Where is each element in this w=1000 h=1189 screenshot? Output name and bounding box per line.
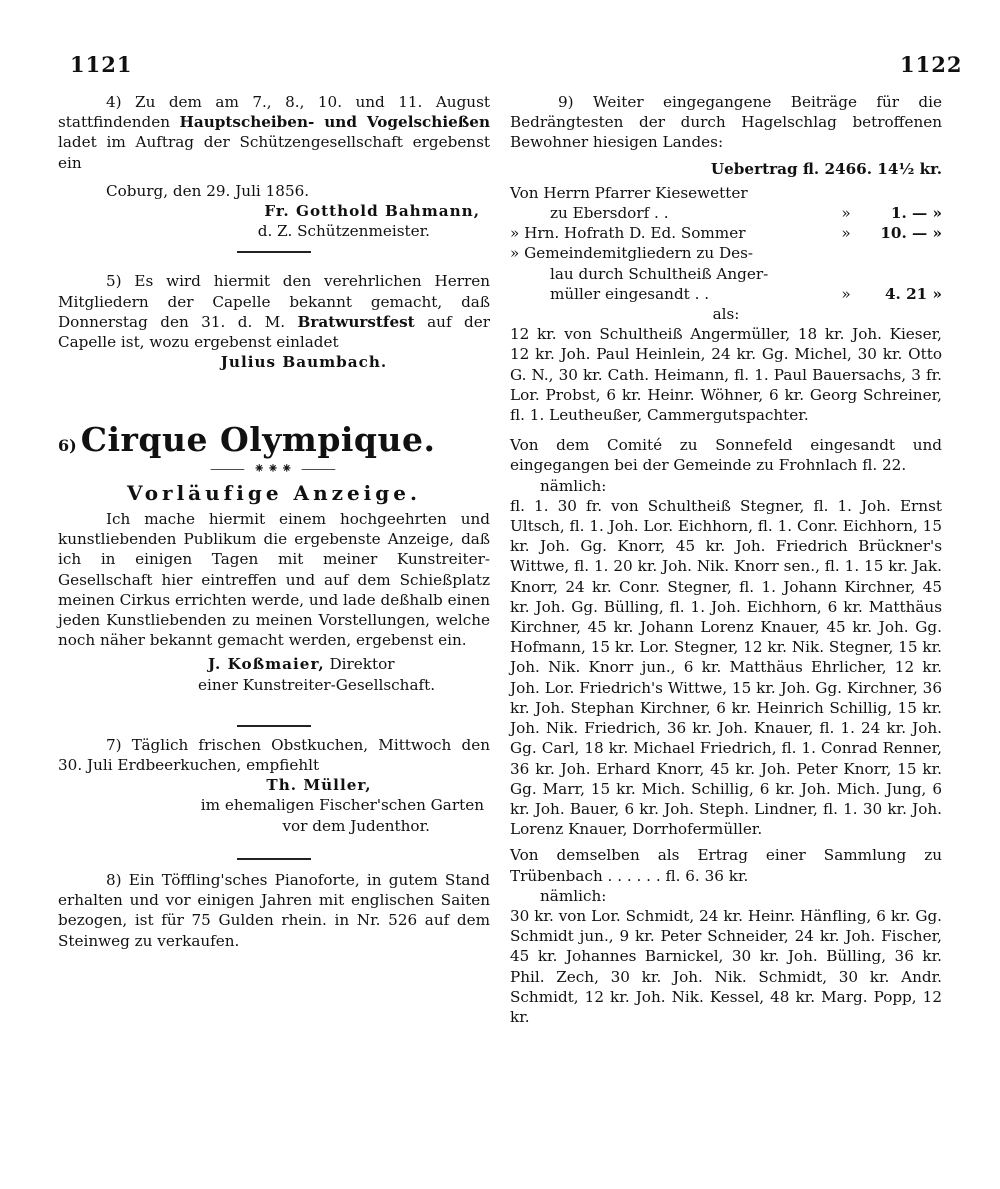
ornament-divider: ⸻ ⁕⁕⁕ ⸻: [210, 460, 338, 477]
donation-entry: müller eingesandt . . » 4. 21 »: [550, 284, 942, 303]
notice-7-location1: im ehemaligen Fischer'schen Garten: [200, 796, 484, 815]
notice-4-signer-title: d. Z. Schützenmeister.: [257, 222, 430, 241]
right-column: [510, 92, 942, 1027]
donation-entry: zu Ebersdorf . . » 1. — »: [550, 204, 942, 223]
donation-entry: Von Herrn Pfarrer Kiesewetter: [510, 183, 748, 202]
notice-4-signer: Fr. Gotthold Bahmann,: [264, 202, 480, 221]
notice-4-emphasis: Hauptscheiben- und Vogelschießen: [179, 113, 490, 132]
page-number-right: 1122: [900, 52, 963, 77]
divider: [237, 858, 311, 860]
notice-6-signer-title: Direktor: [329, 655, 395, 674]
left-column: [58, 92, 490, 951]
sonnefeld-intro: Von dem Comité zu Sonnefeld eingesandt und eingegangen bei der Gemeinde zu Frohnlach fl. 22.: [510, 436, 942, 475]
truebenbach-donor-list: 30 kr. von Lor. Schmidt, 24 kr. Heinr. Hänfling, 6 kr. Gg. Schmidt jun., 9 kr. Peter Schneider, 24 kr. Joh. Fischer, 45 kr. Johannes Barnickel, 30 kr. Joh. Bülling, 36 kr. Phil. Zech, 30 kr. Joh. Nik. Schmidt, 30 kr. Andr. Schmidt, 12 kr. Joh. Nik. Kessel, 48 kr. Marg. Popp, 12 kr.: [510, 906, 942, 1026]
carry-over-total: Uebertrag fl. 2466. 14½ kr.: [710, 159, 942, 178]
notice-9-intro: 9) Weiter eingegangene Beiträge für die Bedrängtesten der durch Hagelschlag betroffenen Bewohner hiesigen Landes:: [510, 93, 942, 152]
deslau-donor-list: 12 kr. von Schultheiß Angermüller, 18 kr. Joh. Kieser, 12 kr. Joh. Paul Heinlein, 24 kr. Gg. Michel, 30 kr. Otto G. N., 30 kr. Cath. Heimann, fl. 1. Paul Bauersachs, 3 fr. Lor. Probst, 6 kr. Heinr. Wöhner, 6 kr. Georg Schreiner, fl. 1. Leutheußer, Cammergutspachter.: [510, 325, 942, 425]
notice-6-heading: [58, 420, 490, 460]
donation-entry: » Hrn. Hofrath D. Ed. Sommer » 10. — »: [510, 224, 942, 243]
truebenbach-intro: Von demselben als Ertrag einer Sammlung zu Trübenbach . . . . . . fl. 6. 36 kr.: [510, 846, 942, 885]
notice-4: [58, 92, 490, 241]
notice-6-signer: J. Koßmaier,: [208, 655, 325, 674]
donation-entry: » Gemeindemitgliedern zu Des-: [510, 244, 754, 263]
divider: [237, 725, 311, 727]
notice-6-title: Cirque Olympique.: [80, 420, 436, 460]
notice-5-text: 5) Es wird hiermit den verehrlichen Herren Mitgliedern der Capelle bekannt gemacht, daß Donnerstag den 31. d. M. Bratwurstfest auf der Capelle ist, wozu ergebenst einladet: [58, 272, 490, 352]
notice-4-place-date: Coburg, den 29. Juli 1856.: [106, 181, 310, 200]
notice-7-signer: Th. Müller,: [266, 776, 372, 795]
donation-entries: [510, 183, 942, 304]
naemlich-label: nämlich:: [540, 476, 607, 495]
notice-5-emphasis: Bratwurstfest: [297, 312, 415, 331]
page-number-left: 1121: [70, 52, 133, 77]
notice-6: [58, 420, 490, 694]
notice-7: [58, 735, 490, 836]
notice-6-number: 6): [58, 436, 77, 456]
naemlich-label: nämlich:: [540, 886, 607, 905]
notice-6-subtitle: Vorläufige Anzeige.: [127, 480, 421, 505]
donation-entry: lau durch Schultheiß Anger-: [550, 264, 769, 283]
frohnlach-donor-list: fl. 1. 30 fr. von Schultheiß Stegner, fl. 1. Joh. Ernst Ultsch, fl. 1. Joh. Lor. Eichhorn, fl. 1. Conr. Eichhorn, 15 kr. Joh. Gg. Knorr, 45 kr. Joh. Friedrich Brückner's Wittwe, fl. 1. 20 kr. Joh. Nik. Knorr sen., fl. 1. 15 kr. Jak. Knorr, 24 kr. Conr. Stegner, fl. 1. Johann Kirchner, 45 kr. Joh. Gg. Bülling, fl. 1. Joh. Eichhorn, 6 kr. Matthäus Kirchner, 45 kr. Johann Lorenz Knauer, 45 kr. Joh. Gg. Hofmann, 15 kr. Lor. Stegner, 12 kr. Nik. Stegner, 15 kr. Joh. Nik. Knorr jun., 6 kr. Matthäus Ehrlicher, 12 kr. Joh. Lor. Friedrich's Wittwe, 15 kr. Joh. Gg. Kirchner, 36 kr. Joh. Stephan Kirchner, 6 kr. Heinrich Schillig, 15 kr. Joh. Nik. Friedrich, 36 kr. Joh. Knauer, fl. 1. 24 kr. Joh. Gg. Carl, 18 kr. Michael Friedrich, fl. 1. Conrad Renner, 36 kr. Joh. Erhard Knorr, 45 kr. Joh. Peter Knorr, 15 kr. Gg. Marr, 15 kr. Mich. Schillig, 6 kr. Joh. Mich. Jung, 6 kr. Joh. Bauer, 6 kr. Joh. Steph. Lindner, fl. 1. 30 kr. Joh. Lorenz Knauer, Dorrhofermüller.: [510, 496, 942, 839]
notice-6-body: Ich mache hiermit einem hochgeehrten und kunstliebenden Publikum die ergebenste Anzeige, daß ich in einigen Tagen mit meiner Kunstreiter-Gesellschaft hier eintreffen und auf dem Schießplatz meinen Cirkus errichten werde, und lade deßhalb einen jeden Kunstliebenden zu meinen Vorstellungen, welche noch näher bekannt gemacht werden, ergebenst ein.: [58, 510, 490, 650]
notice-4-text: 4) Zu dem am 7., 8., 10. und 11. August stattfindenden Hauptscheiben- und Vogelschießen ladet im Auftrag der Schützengesellschaft ergebenst ein: [58, 93, 490, 172]
notice-7-location2: vor dem Judenthor.: [282, 816, 430, 835]
notice-6-signer-title2: einer Kunstreiter-Gesellschaft.: [198, 675, 436, 694]
notice-5-signer: Julius Baumbach.: [220, 353, 388, 372]
notice-8: [58, 870, 490, 951]
als-label: als:: [712, 305, 740, 324]
notice-6-signer-line: [58, 654, 490, 674]
spacer: [58, 372, 490, 426]
notice-7-text: 7) Täglich frischen Obstkuchen, Mittwoch den 30. Juli Erdbeerkuchen, empfiehlt: [58, 735, 490, 775]
notice-8-text: 8) Ein Töffling'sches Pianoforte, in gutem Stand erhalten und vor einigen Jahren mit englischen Saiten bezogen, ist für 75 Gulden rhein. in Nr. 526 auf dem Steinweg zu verkaufen.: [58, 870, 490, 950]
divider: [237, 251, 311, 253]
notice-5: [58, 271, 490, 372]
